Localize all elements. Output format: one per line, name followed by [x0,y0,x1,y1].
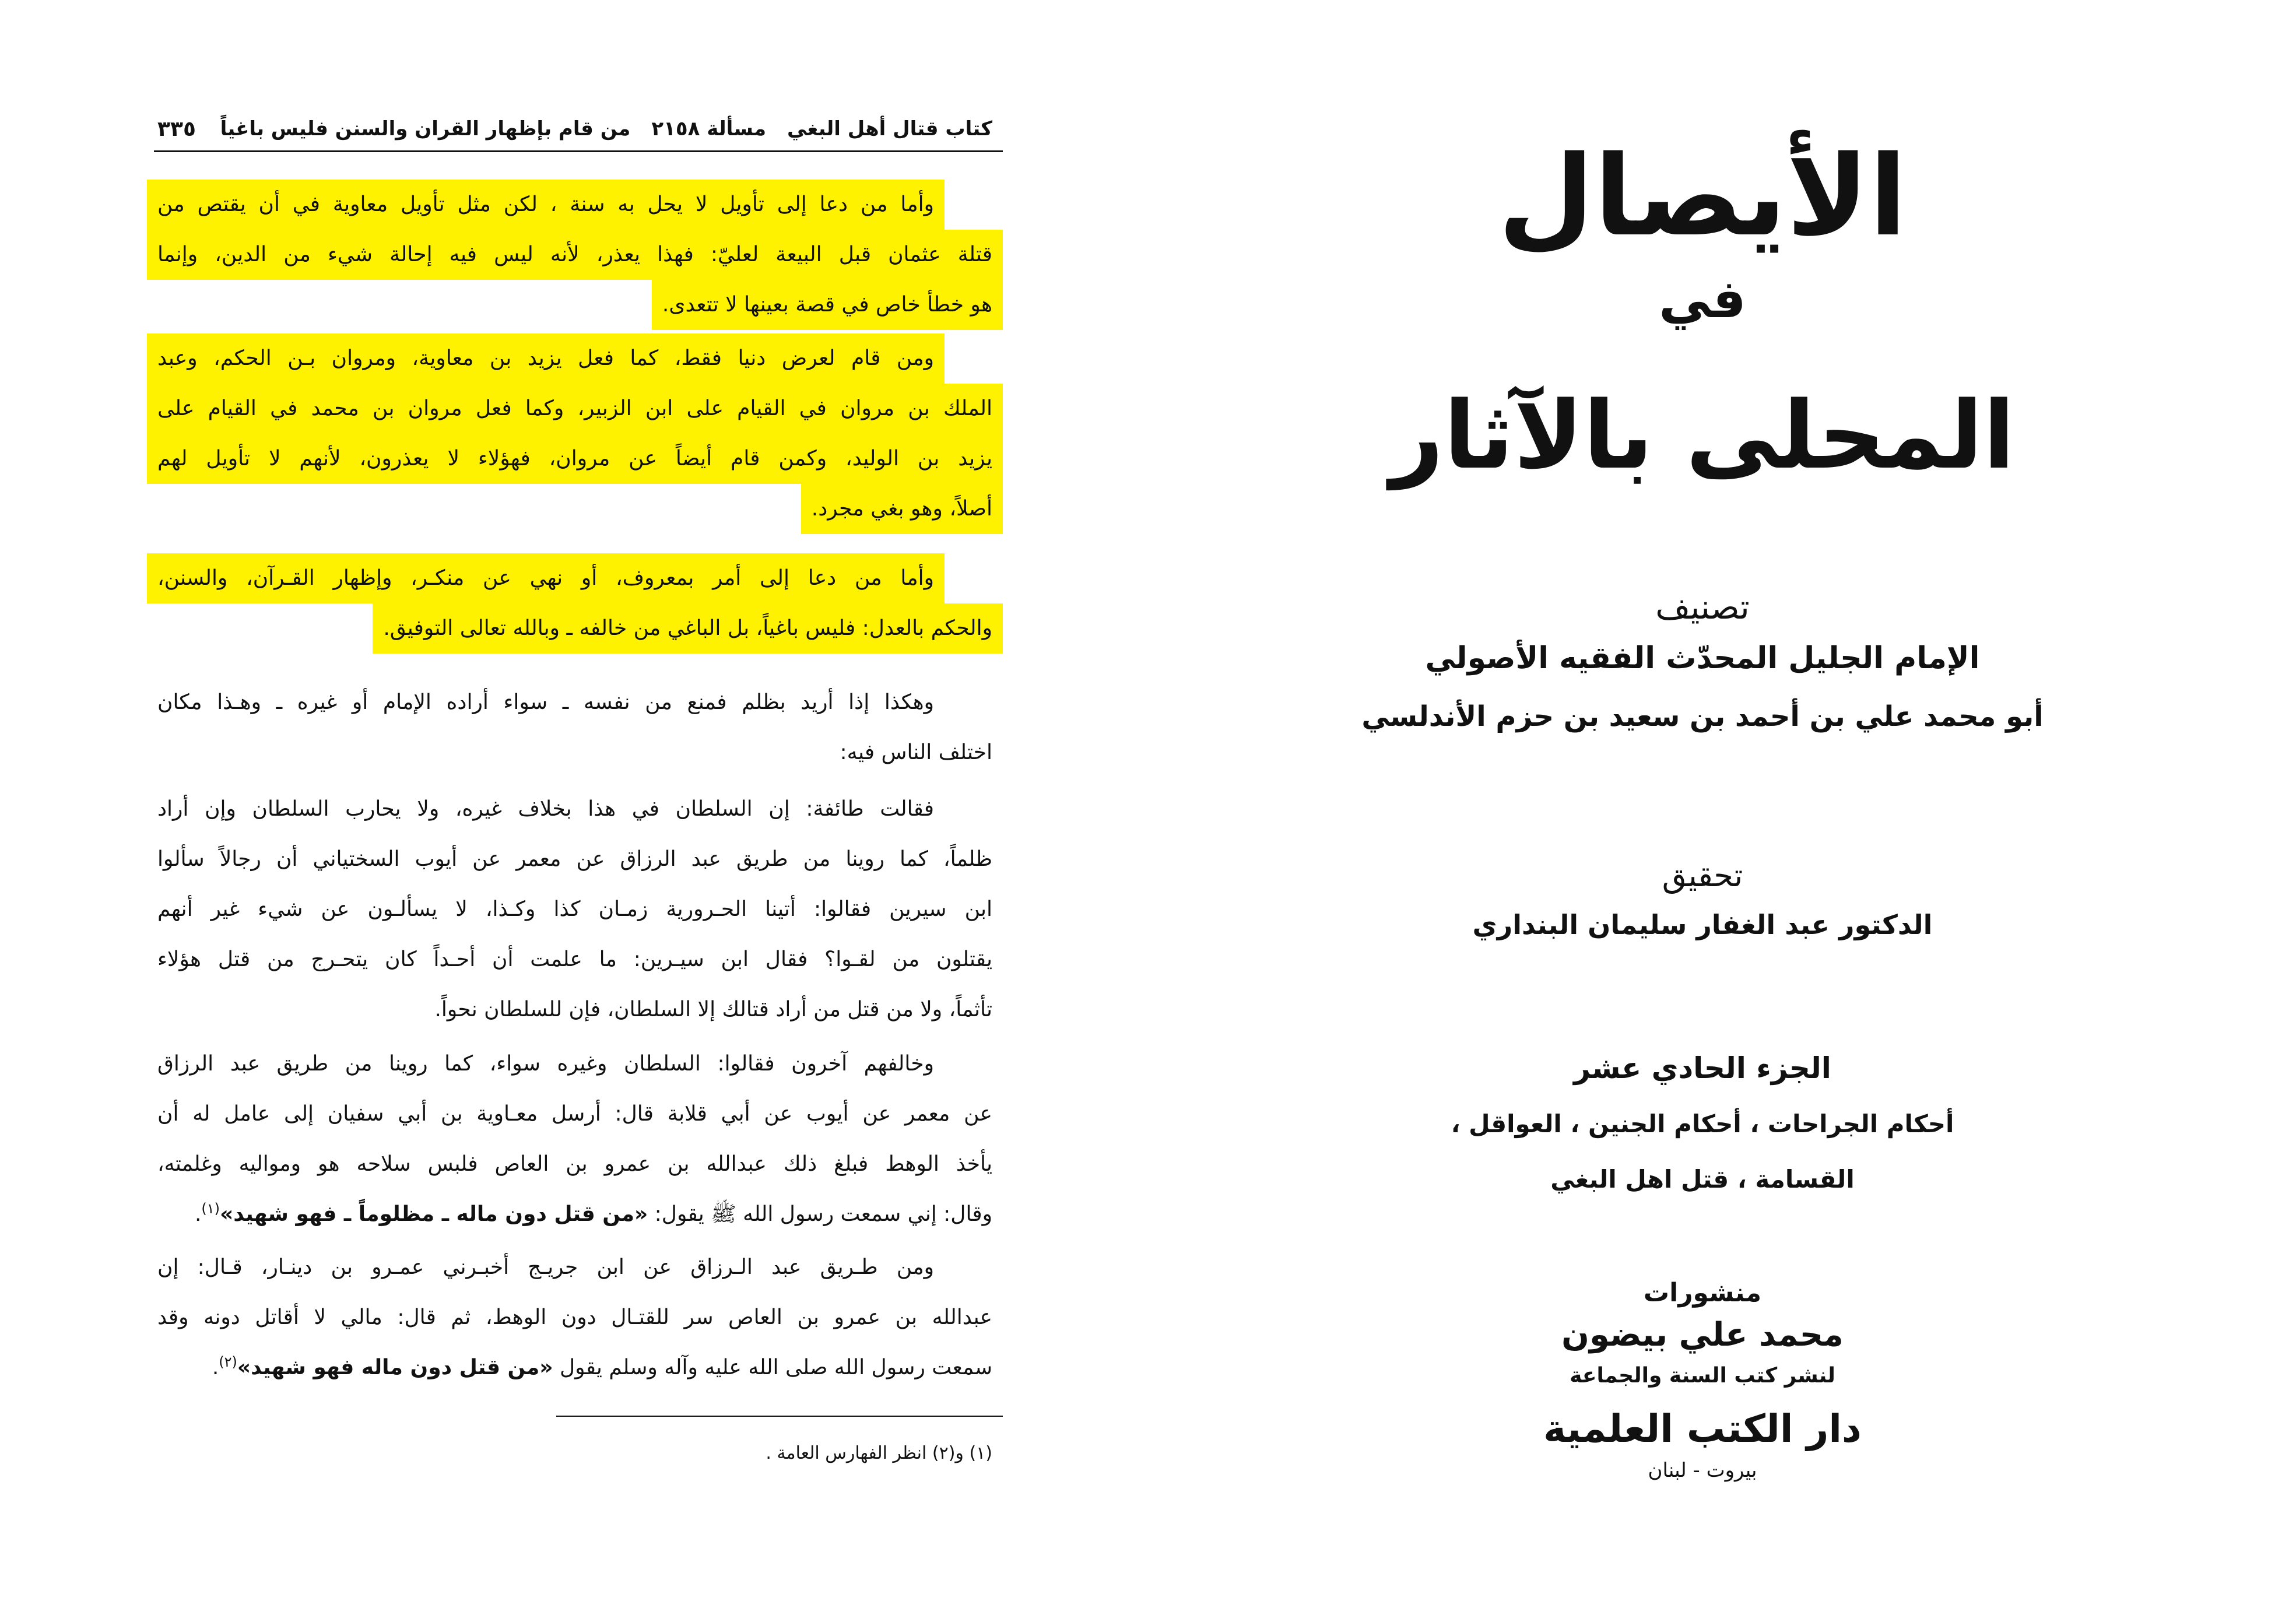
text-line [147,180,945,230]
text-line [147,434,1003,484]
paragraph [147,553,1003,654]
text-line [147,834,1003,884]
line-text: الملك بن مروان في القيام على ابن الزبير، وكما فعل مروان بن محمد في القيام على [147,384,1003,434]
line-text: ومن قام لعرض دنيا فقط، كما فعل يزيد بن معاوية، ومروان بـن الحكم، وعبد [147,333,945,384]
volume-contents: القسامة ، قتل اهل البغي [1550,1165,1855,1193]
line-text: قتلة عثمان قبل البيعة لعليّ: فهذا يعذر، لأنه ليس فيه إحالة شيء من الدين، وإنما [147,230,1003,280]
line-text: يزيد بن الوليد، وكمن قام أيضاً عن مروان، فهؤلاء لا يعذرون، لأنهم لا تأويل لهم [147,434,1003,484]
title-page [1353,0,2052,1601]
text-line [147,484,1003,534]
hadith-quote: «من قتل دون ماله ـ مظلوماً ـ فهو شهيد» [220,1202,648,1226]
text-line [147,553,945,603]
text-line [147,728,1003,778]
volume-contents: أحكام الجراحات ، أحكام الجنين ، العواقل ، [1451,1110,1954,1138]
text-line [147,333,945,384]
text-line [147,935,1003,985]
text-line [147,1189,1003,1240]
paragraph [147,180,1003,330]
header-rule [154,150,1003,152]
line-text: يقتلون من لقـوا؟ فقال ابن سيـرين: ما علمت أن أحـداً كان يتحـرج من قتل هؤلاء [157,947,992,971]
text-line [147,985,1003,1035]
paragraph [147,333,1003,534]
text-line [147,280,1003,330]
book-title-connector: في [1659,269,1746,330]
line-text: وهكذا إذا أريد بظلم فمنع من نفسه ـ سواء أراده الإمام أو غيره ـ وهـذا مكان [157,690,934,714]
line-text-end: . [194,1202,202,1226]
line-text-segment: سمعت رسول الله صلى الله عليه وآله وسلم يقول [553,1356,992,1379]
line-text-end: . [212,1356,219,1379]
running-header [157,113,992,145]
footnote-marker: (١) [201,1200,220,1217]
text-line [147,677,945,728]
footnote: (١) و(٢) انظر الفهارس العامة . [766,1443,992,1463]
volume-label: الجزء الحادي عشر [1574,1051,1831,1085]
line-text: عبدالله بن عمرو بن العاص سر للقتـال دون الوهط، ثم قال: مالي لا أقاتل دونه وقد [157,1305,992,1329]
line-text: ابن سيرين فقالوا: أتينا الحـرورية زمـان كذا وكـذا، لا يسألـون عن شيء غير أنهم [157,897,992,921]
page-number: ٣٣٥ [157,117,196,141]
line-text: وخالفهم آخرون فقالوا: السلطان وغيره سواء، كما روينا من طريق عبد الرزاق [157,1052,934,1076]
authorship-label: تصنيف [1655,587,1750,627]
text-line [147,1089,1003,1139]
line-text: عن معمر عن أيوب عن أبي قلابة قال: أرسل معـاوية بن أبي سفيان إلى عامل له أن [157,1102,992,1126]
hadith-quote: «من قتل دون ماله فهو شهيد» [237,1356,553,1379]
editor-name: الدكتور عبد الغفار سليمان البنداري [1472,909,1933,940]
publisher-location: بيروت - لبنان [1648,1459,1757,1482]
text-line [147,1139,1003,1189]
text-line [147,884,1003,935]
text-line [147,784,945,834]
publisher-label: منشورات [1643,1278,1762,1308]
text-line [147,1039,945,1089]
line-text [184,1189,1003,1240]
publishing-house: دار الكتب العلمية [1543,1406,1862,1451]
paragraph [147,784,1003,1035]
footnote-marker: (٢) [219,1354,237,1370]
line-text: يأخذ الوهط فبلغ ذلك عبدالله بن عمرو بن العاص فلبس سلاحه هو ومواليه وغلمته، [157,1152,992,1176]
line-text: أصلاً، وهو بغي مجرد. [801,484,1003,534]
text-line [147,1293,1003,1343]
paragraph [147,1039,1003,1240]
line-text: والحكم بالعدل: فليس باغياً، بل الباغي من خالفه ـ وبالله تعالى التوفيق. [373,603,1003,654]
line-text: فقالت طائفة: إن السلطان في هذا بخلاف غيره، ولا يحارب السلطان وإن أراد [157,797,934,821]
line-text: ومن طـريق عبد الـرزاق عن ابن جريـج أخبـرني عمـرو بن دينـار، قـال: إن [157,1255,934,1279]
text-line [147,1343,1003,1393]
text-line [147,384,1003,434]
author-name: أبو محمد علي بن أحمد بن سعيد بن حزم الأندلسي [1361,700,2044,733]
header-issue-title: من قام بإظهار القران والسنن فليس باغياً [220,117,631,141]
text-line [147,1242,945,1293]
line-text: هو خطأ خاص في قصة بعينها لا تتعدى. [652,280,1003,330]
left-page [147,0,1003,1601]
line-text: تأثماً، ولا من قتل من أراد قتالك إلا السلطان، فإن للسلطان نحواً. [434,998,992,1021]
book-title-sub: المحلى بالآثار [1390,381,2015,490]
book-title-main: الأيصال [1498,132,1907,261]
publisher-logo-name: محمد علي بيضون [1561,1316,1844,1354]
line-text: اختلف الناس فيه: [840,740,992,764]
line-text: ظلماً، كما روينا من طريق عبد الرزاق عن معمر عن أيوب السختياني أن رجالاً سألوا [157,847,992,871]
text-line [147,603,1003,654]
paragraph [147,1242,1003,1393]
header-book-title: كتاب قتال أهل البغي [787,117,992,141]
text-line [147,230,1003,280]
paragraph [147,677,1003,778]
publisher-tagline: لنشر كتب السنة والجماعة [1570,1364,1835,1388]
header-issue-number: مسألة ٢١٥٨ [651,117,767,141]
line-text: وأما من دعا إلى أمر بمعروف، أو نهي عن منكـر، وإظهار القـرآن، والسنن، [147,553,945,603]
footnote-rule [556,1416,1003,1417]
line-text: وأما من دعا إلى تأويل لا يحل به سنة ، لكن مثل تأويل معاوية في أن يقتص من [147,180,945,230]
author-epithet: الإمام الجليل المحدّث الفقيه الأصولي [1425,641,1980,676]
line-text [202,1343,1003,1393]
line-text-segment: وقال: إني سمعت رسول الله ﷺ يقول: [648,1202,992,1226]
editing-label: تحقيق [1662,857,1743,894]
